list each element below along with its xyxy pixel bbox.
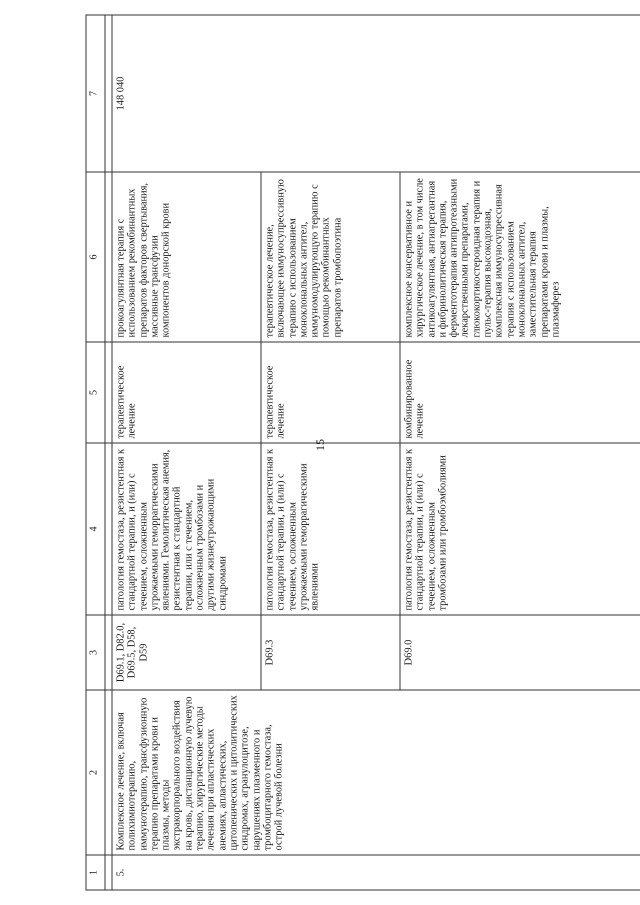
diagnosis-codes: D69.0	[400, 615, 640, 690]
cost-value: 148 040	[112, 15, 640, 172]
patient-model: патология гемостаза, резистентная к стандартной терапии, и (или) с течением, осложненным тромбозами или тромбоэмболиями	[400, 443, 640, 615]
diagnosis-codes: D69.3	[261, 615, 400, 690]
diagnosis-codes: D69.1, D82.0, D69.5, D58, D59	[112, 615, 261, 690]
column-number-3: 3	[86, 615, 105, 690]
column-number-4: 4	[86, 443, 105, 615]
treatment-type: терапевтическое лечение	[261, 342, 400, 443]
column-number-7: 7	[86, 15, 105, 172]
page-number: 15	[313, 439, 327, 451]
treatment-type: комбинированное лечение	[400, 342, 640, 443]
separator-cell	[105, 443, 112, 615]
separator-cell	[105, 615, 112, 690]
column-number-row	[86, 15, 105, 890]
separator-row	[105, 15, 112, 890]
separator-cell	[105, 172, 112, 342]
treatment-group-name: Комплексное лечение, включая полихимиотерапию, иммунотерапию, трансфузионную терапию препаратами крови и плазмы, методы экстракорпорального воздействия на кровь, дистанционную лучевую терапию, хирургические методы лечения при апластических анемиях, апластических, цитопенических и цитолитических синдромах, агранулоцитозе, нарушениях плазменного и тромбоцитарного гемостаза, острой лучевой болезни	[112, 690, 640, 855]
column-number-5: 5	[86, 342, 105, 443]
patient-model: патология гемостаза, резистентная к стандартной терапии, и (или) с течением, осложненным угрожаемыми геморрагическими явлениями	[261, 443, 400, 615]
patient-model: патология гемостаза, резистентная к стандартной терапии, и (или) с течением, осложненным угрожаемыми геморрагическими явлениями. Гемолитическая анемия, резистентная к стандартной терапии, или с течением, осложненным тромбозами и другими жизнеугрожающими синдромами	[112, 443, 261, 615]
separator-cell	[105, 15, 112, 172]
column-number-6: 6	[86, 172, 105, 342]
treatment-method: терапевтическое лечение, включающее иммуносупрессивную терапию с использованием моноклональных антител, иммуномодулирующую терапию с помощью рекомбинантных препаратов тромбопоэтина	[261, 172, 400, 342]
column-number-2: 2	[86, 690, 105, 855]
medical-care-table	[85, 14, 640, 890]
treatment-type: терапевтическое лечение	[112, 342, 261, 443]
treatment-method: комплексное консервативное и хирургическое лечение, в том числе антикоагулянтная, антиагрегантная и фибринолитическая терапия, ферментотерапия антипротеазными лекарственными препаратами, глюкокортикостероидная терапия и пульс-терапия высокодозная, комплексная иммуносупрессивная терапия с использованием моноклональных антител, заместительная терапия препаратами крови и плазмы, плазмаферез	[400, 172, 640, 342]
column-number-1: 1	[86, 855, 105, 890]
separator-cell	[105, 855, 112, 890]
rotated-page-content	[85, 15, 635, 890]
separator-cell	[105, 690, 112, 855]
table-row	[112, 15, 261, 890]
separator-cell	[105, 342, 112, 443]
group-number: 5.	[112, 855, 640, 890]
treatment-method: прокоагулянтная терапия с использованием рекомбинантных препаратов факторов свертывания, массивные трансфузии компонентов донорской крови	[112, 172, 261, 342]
